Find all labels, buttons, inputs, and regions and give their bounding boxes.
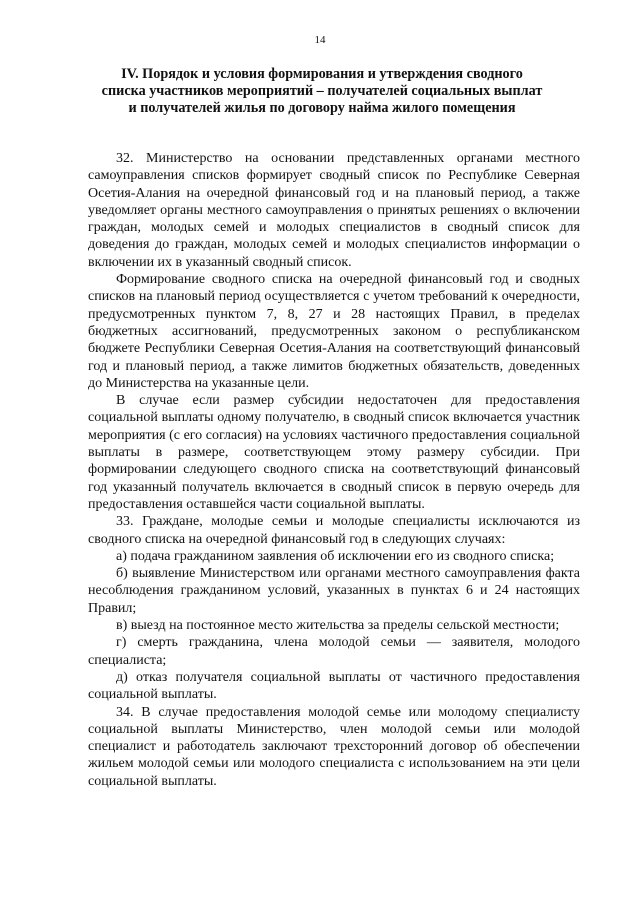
paragraph-33: 33. Граждане, молодые семьи и молодые специалисты исключаются из сводного списка на очередной финансовый год в следующих случаях: — [88, 514, 580, 547]
paragraph-34: 34. В случае предоставления молодой семье или молодому специалисту социальной выплаты Министерство, член молодой семьи или молодой специалист и работодатель заключают трехсторонний договор об обеспечении жильем молодой семьи или молодого специалиста с использованием на эти цели социальной выплаты. — [88, 704, 580, 789]
list-item-v: в) выезд на постоянное место жительства за пределы сельской местности; — [116, 618, 560, 634]
list-item-d: д) отказ получателя социальной выплаты от частичного предоставления социальной выплаты. — [88, 669, 580, 703]
list-item-a: а) подача гражданином заявления об исключении его из сводного списка; — [116, 548, 555, 564]
paragraph-partial-subsidy: В случае если размер субсидии недостаточен для предоставления социальной выплаты одному получателю, в сводный список включается участник мероприятия (с его согласия) на условиях частичного предоставления социальной выплаты в размере, соответствующем этому размеру субсидии. При формировании следующего сводного списка на соответствующий финансовый год указанный получатель включается в сводный список в первую очередь для предоставления оставшейся части социальной выплаты. — [88, 393, 580, 512]
list-item-g: г) смерть гражданина, члена молодой семьи — заявителя, молодого специалиста; — [88, 635, 580, 668]
body-text — [88, 150, 580, 790]
paragraph-formation: Формирование сводного списка на очередной финансовый год и сводных списков на плановый период осуществляется с учетом требований к очередности, предусмотренных пунктом 7, 8, 27 и 28 настоящих Правил, в пределах бюджетных ассигнований, предусмотренных законом о республиканском бюджете Республики Северная Осетия-Алания на соответствующий финансовый год и плановый период, а также лимитов бюджетных обязательств, доведенных до Министерства на указанные цели. — [88, 272, 580, 391]
page-number: 14 — [314, 34, 326, 46]
paragraph-32: 32. Министерство на основании представленных органами местного самоуправления списков формирует сводный список по Республике Северная Осетия-Алания на очередной финансовый год и на плановый период, а также уведомляет органы местного самоуправления о принятых решениях о включении граждан, молодых семей и молодых специалистов в сводный список для доведения до граждан, молодых семей и молодых специалистов информации о включении их в указанный сводный список. — [88, 151, 580, 270]
section-title: IV. Порядок и условия формирования и утверждения сводного списка участников мероприятий – получателей социальных выплат и получателей жилья по договору найма жилого помещения — [101, 66, 543, 116]
list-item-b: б) выявление Министерством или органами местного самоуправления факта несоблюдения гражданином условий, указанных в пунктах 6 и 24 настоящих Правил; — [88, 566, 580, 616]
